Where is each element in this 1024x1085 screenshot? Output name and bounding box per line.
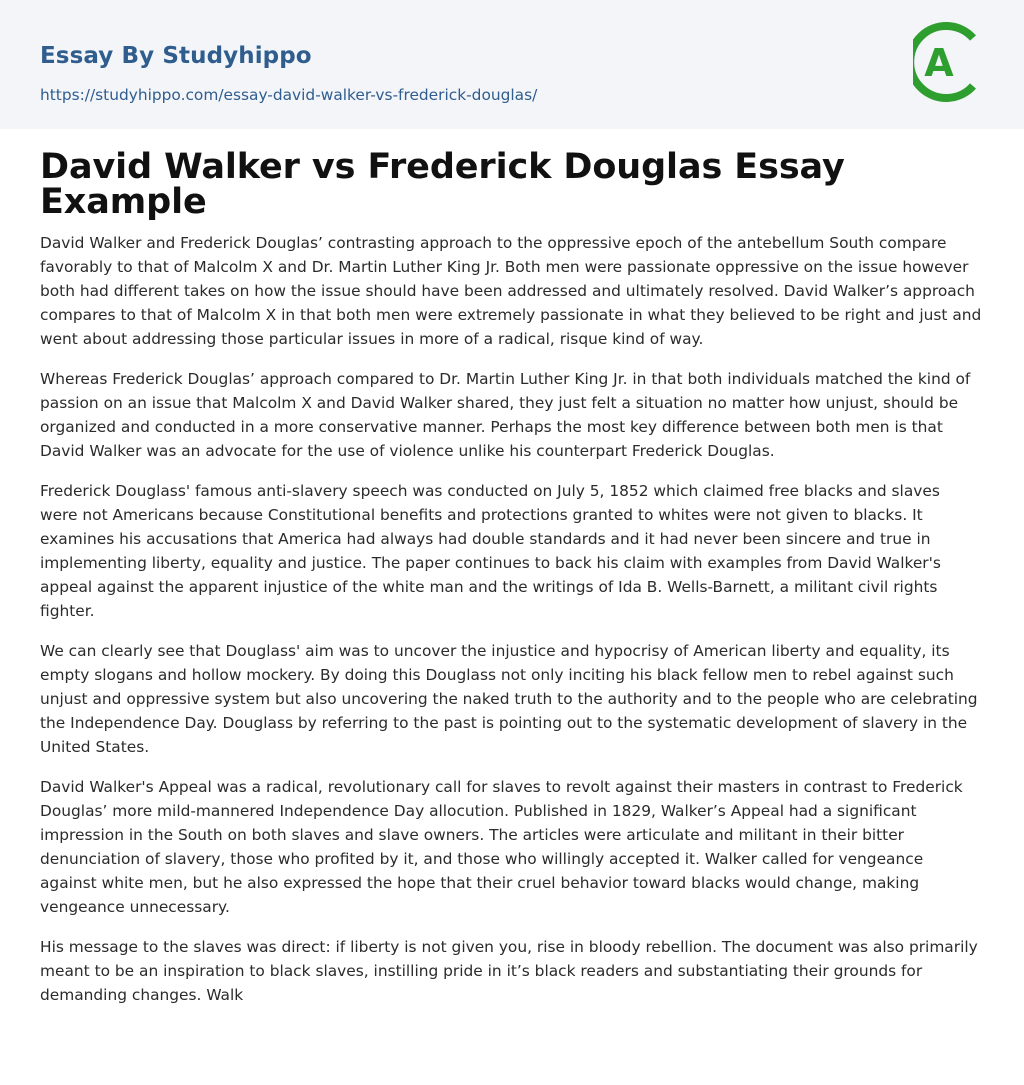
- page-url-link[interactable]: https://studyhippo.com/essay-david-walker-vs-frederick-douglas/: [40, 86, 538, 104]
- article-title: David Walker vs Frederick Douglas Essay Example: [40, 147, 845, 222]
- essay-paragraph: His message to the slaves was direct: if liberty is not given you, rise in bloody rebellion. The document was also primarily meant to be an inspiration to black slaves, instilling pride in it’s black readers and substantiating their grounds for demanding changes. Walk: [40, 938, 978, 1004]
- essay-paragraph: Whereas Frederick Douglas’ approach compared to Dr. Martin Luther King Jr. in that both individuals matched the kind of passion on an issue that Malcolm X and David Walker shared, they just felt a situation no matter how unjust, should be organized and conducted in a more conservative manner. Perhaps the most key difference between both men is that David Walker was an advocate for the use of violence unlike his counterpart Frederick Douglas.: [40, 370, 971, 460]
- essay-paragraph: Frederick Douglass' famous anti-slavery speech was conducted on July 5, 1852 which claimed free blacks and slaves were not Americans because Constitutional benefits and protections granted to whites were not given to blacks. It examines his accusations that America had always had double standards and it had never been sincere and true in implementing liberty, equality and justice. The paper continues to back his claim with examples from David Walker's appeal against the apparent injustice of the white man and the writings of Ida B. Wells-Barnett, a militant civil rights fighter.: [40, 482, 941, 620]
- site-header: [0, 0, 1024, 129]
- studyhippo-logo-icon[interactable]: [913, 20, 985, 104]
- article: [0, 129, 1024, 1007]
- essay-body: [40, 231, 982, 1007]
- essay-paragraph: David Walker's Appeal was a radical, revolutionary call for slaves to revolt against their masters in contrast to Frederick Douglas’ more mild-mannered Independence Day allocution. Published in 1829, Walker’s Appeal had a significant impression in the South on both slaves and slave owners. The articles were articulate and militant in their bitter denunciation of slavery, those who profited by it, and those who willingly accepted it. Walker called for vengeance against white men, but he also expressed the hope that their cruel behavior toward blacks would change, making vengeance unnecessary.: [40, 778, 963, 916]
- site-name[interactable]: Essay By Studyhippo: [40, 43, 312, 69]
- essay-paragraph: We can clearly see that Douglass' aim was to uncover the injustice and hypocrisy of American liberty and equality, its empty slogans and hollow mockery. By doing this Douglass not only inciting his black fellow men to rebel against such unjust and oppressive system but also uncovering the naked truth to the authority and to the people who are celebrating the Independence Day. Douglass by referring to the past is pointing out to the systematic development of slavery in the United States.: [40, 642, 978, 756]
- essay-paragraph: David Walker and Frederick Douglas’ contrasting approach to the oppressive epoch of the antebellum South compare favorably to that of Malcolm X and Dr. Martin Luther King Jr. Both men were passionate oppressive on the issue however both had different takes on how the issue should have been addressed and ultimately resolved. David Walker’s approach compares to that of Malcolm X in that both men were extremely passionate in what they believed to be right and just and went about addressing those particular issues in more of a radical, risque kind of way.: [40, 234, 982, 348]
- logo-letter: A: [924, 41, 954, 85]
